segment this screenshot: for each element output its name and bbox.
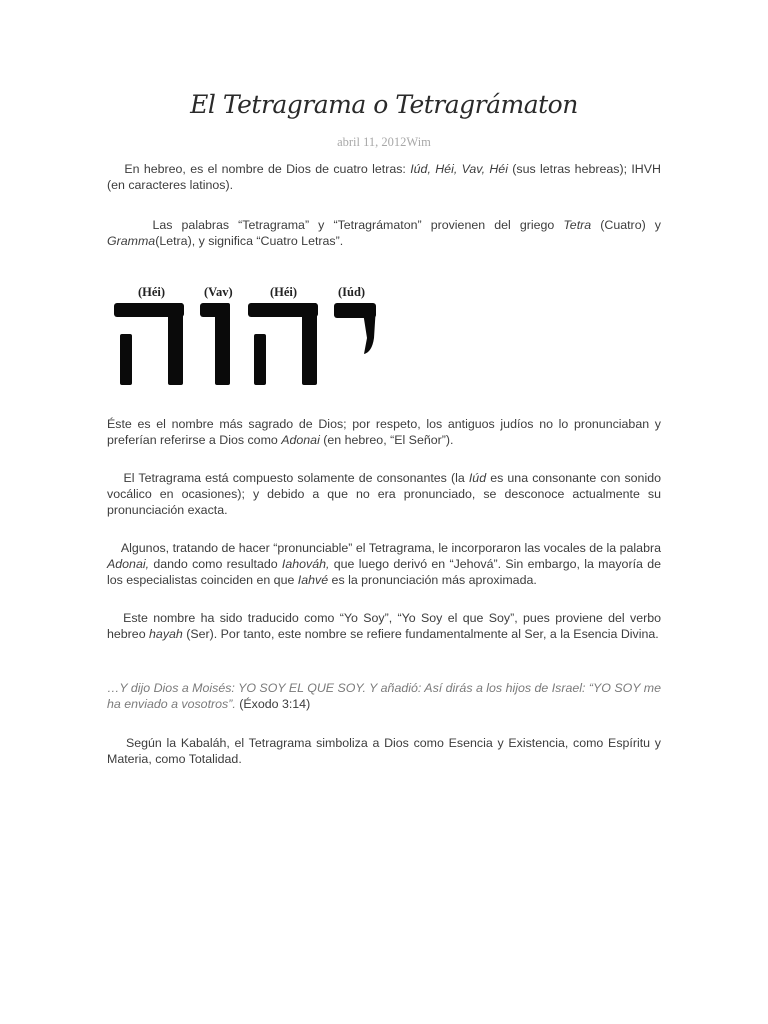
p5-text-c: dando como resultado <box>149 556 282 571</box>
p5-text-e: que luego derivó en “Jehová”. Sin embargo, la mayoría de los especialistas coinciden en que <box>107 556 661 587</box>
paragraph-2 <box>107 218 661 249</box>
p5-iahovah: Iahováh, <box>281 556 330 571</box>
paragraph-8 <box>107 736 661 767</box>
p5-adonai: Adonai, <box>107 556 150 571</box>
p3-adonai: Adonai <box>281 432 320 447</box>
p2-text-c: (Cuatro) y <box>591 218 661 233</box>
paragraph-5 <box>107 541 661 588</box>
p7-quote: …Y dijo Dios a Moisés: YO SOY EL QUE SOY. Y añadió: Así dirás a los hijos de Israel: “YO SOY me ha enviado a vosotros”. <box>107 681 661 711</box>
p1-text-c: (sus letras hebreas); IHVH (en caracteres latinos). <box>107 162 661 192</box>
paragraph-7-quote <box>107 681 661 712</box>
paragraph-4 <box>107 471 661 518</box>
post-meta: abril 11, 2012Wim <box>337 135 431 149</box>
p2-tetra: Tetra <box>563 218 592 233</box>
p4-iud: Iúd <box>468 471 487 486</box>
p6-text-a: Este nombre ha sido traducido como “Yo Soy”, “Yo Soy el que Soy”, pues proviene del verbo hebreo <box>107 611 661 641</box>
p1-letters: Iúd, Héi, Vav, Héi <box>410 162 508 177</box>
tetragrammaton-hebrew-image <box>112 298 382 390</box>
label-iud: (Iúd) <box>338 285 366 299</box>
paragraph-3 <box>107 417 661 448</box>
p5-iahve: Iahvé <box>297 572 329 587</box>
p1-text-a: En hebreo, es el nombre de Dios de cuatro letras: <box>124 162 411 177</box>
p3-text-c: (en hebreo, “El Señor”). <box>319 432 454 447</box>
p5-text-g: es la pronunciación más aproximada. <box>328 572 537 587</box>
p2-gramma: Gramma <box>107 233 156 248</box>
p6-hayah: hayah <box>149 626 183 641</box>
p3-text-a: Éste es el nombre más sagrado de Dios; por respeto, los antiguos judíos no lo pronunciaban y preferían referirse a Dios como <box>107 417 661 447</box>
p5-text-a: Algunos, tratando de hacer “pronunciable” el Tetragrama, le incorporaron las vocales de la palabra <box>120 541 661 556</box>
p2-text-a: Las palabras “Tetragrama” y “Tetragrámaton” provienen del griego <box>152 218 564 233</box>
label-hei-2: (Héi) <box>270 285 298 299</box>
label-vav: (Vav) <box>204 285 233 299</box>
p6-text-c: (Ser). Por tanto, este nombre se refiere fundamentalmente al Ser, a la Esencia Divina. <box>182 626 659 641</box>
page-title: El Tetragrama o Tetragrámaton <box>190 90 578 119</box>
p8-text: Según la Kabaláh, el Tetragrama simboliza a Dios como Esencia y Existencia, como Espíritu y Materia, como Totalidad. <box>107 736 661 766</box>
paragraph-6 <box>107 611 661 642</box>
paragraph-1 <box>107 162 661 193</box>
p4-text-c: es una consonante con sonido vocálico en ocasiones); y debido a que no era pronunciado, se desconoce actualmente su pronunciación exacta. <box>107 471 661 517</box>
label-hei-1: (Héi) <box>138 285 166 299</box>
p2-text-e: (Letra), y significa “Cuatro Letras”. <box>155 233 344 248</box>
p4-text-a: El Tetragrama está compuesto solamente de consonantes (la <box>123 471 469 486</box>
p7-reference: (Éxodo 3:14) <box>235 696 311 711</box>
